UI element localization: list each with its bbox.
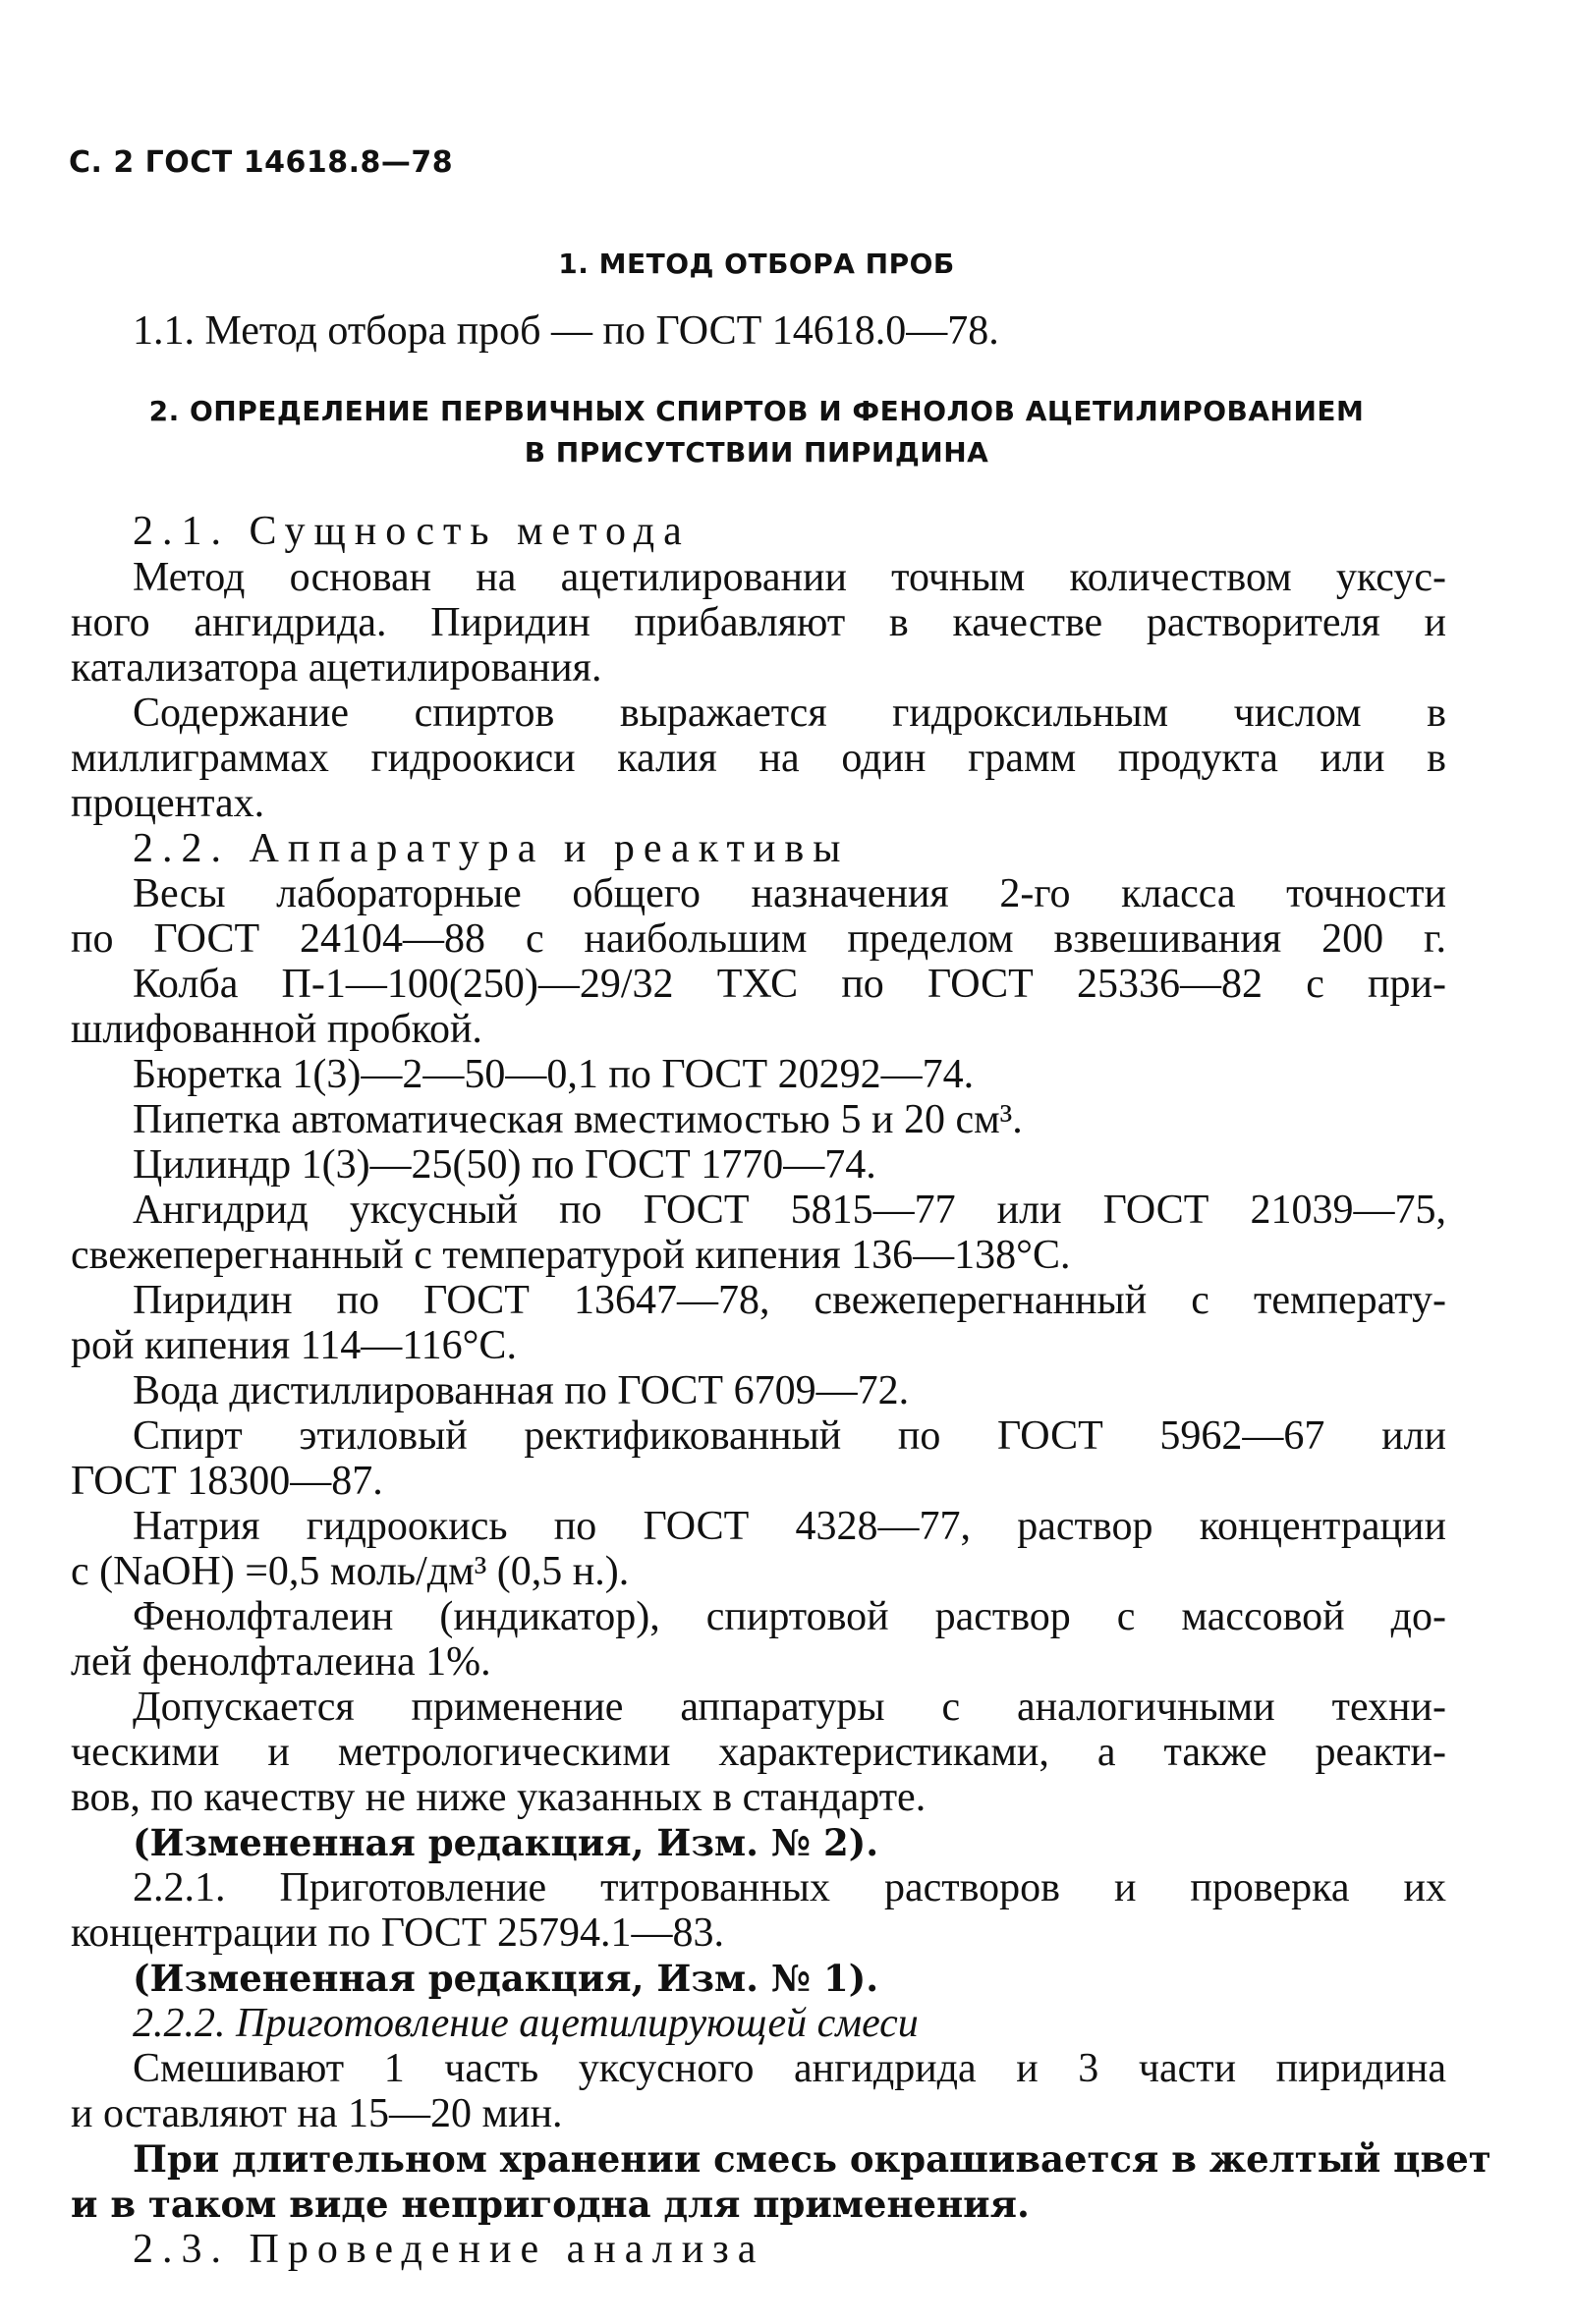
paragraph-line: шлифованной пробкой. [71, 1007, 482, 1052]
page-header: С. 2 ГОСТ 14618.8—78 [69, 145, 454, 180]
paragraph-line-bold: и в таком виде непригодна для применения. [71, 2183, 1030, 2226]
amendment-note: (Измененная редакция, Изм. № 1). [133, 1957, 879, 2000]
paragraph-line: Весы лабораторные общего назначения 2-го класса точности [133, 871, 1446, 916]
paragraph-line: Спирт этиловый ректификованный по ГОСТ 5962—67 или [133, 1413, 1446, 1459]
subsection-title: 2.1. Сущность метода [133, 509, 691, 554]
paragraph-line: Пиридин по ГОСТ 13647—78, свежеперегнанный с температу- [133, 1278, 1446, 1323]
paragraph-line: ГОСТ 18300—87. [71, 1459, 383, 1504]
paragraph-line: вов, по качеству не ниже указанных в стандарте. [71, 1775, 927, 1820]
paragraph-line: Колба П-1—100(250)—29/32 ТХС по ГОСТ 25336—82 с при- [133, 962, 1446, 1007]
paragraph-line: Фенолфталеин (индикатор), спиртовой раствор с массовой до- [133, 1594, 1446, 1639]
paragraph-line: концентрации по ГОСТ 25794.1—83. [71, 1910, 725, 1956]
subsection-title: 2.2.2. Приготовление ацетилирующей смеси [133, 2001, 919, 2046]
paragraph-line: миллиграммах гидроокиси калия на один грамм продукта или в [71, 736, 1446, 781]
section-2-heading-line-1: 2. ОПРЕДЕЛЕНИЕ ПЕРВИЧНЫХ СПИРТОВ И ФЕНОЛОВ АЦЕТИЛИРОВАНИЕМ [148, 395, 1365, 427]
paragraph-line: Ангидрид уксусный по ГОСТ 5815—77 или ГОСТ 21039—75, [133, 1188, 1446, 1233]
paragraph-line: c (NaOH) =0,5 моль/дм³ (0,5 н.). [71, 1549, 630, 1594]
paragraph-line: по ГОСТ 24104—88 с наибольшим пределом взвешивания 200 г. [71, 916, 1446, 962]
paragraph-line: Вода дистиллированная по ГОСТ 6709—72. [133, 1368, 910, 1413]
subsection-title: 2.3. Проведение анализа [133, 2227, 765, 2272]
paragraph-line: Допускается применение аппаратуры с аналогичными техни- [133, 1685, 1446, 1730]
paragraph-line: ческими и метрологическими характеристиками, а также реакти- [71, 1730, 1446, 1775]
section-1-heading: 1. МЕТОД ОТБОРА ПРОБ [558, 248, 955, 280]
paragraph-line: лей фенолфталеина 1%. [71, 1639, 491, 1685]
paragraph-line: Содержание спиртов выражается гидроксильным числом в [133, 691, 1446, 736]
paragraph-line: 1.1. Метод отбора проб — по ГОСТ 14618.0—78. [133, 308, 999, 354]
paragraph-line: Метод основан на ацетилировании точным количеством уксус- [133, 555, 1446, 600]
paragraph-line: Смешивают 1 часть уксусного ангидрида и 3 части пиридина [133, 2046, 1446, 2091]
paragraph-line: Пипетка автоматическая вместимостью 5 и 20 см³. [133, 1097, 1023, 1142]
paragraph-line: процентах. [71, 781, 265, 826]
subsection-title: 2.2. Аппаратура и реактивы [133, 826, 850, 871]
paragraph-line: Натрия гидроокись по ГОСТ 4328—77, раствор концентрации [133, 1504, 1446, 1549]
paragraph-line: катализатора ацетилирования. [71, 645, 602, 691]
paragraph-line: Бюретка 1(3)—2—50—0,1 по ГОСТ 20292—74. [133, 1052, 975, 1097]
paragraph-line: Цилиндр 1(3)—25(50) по ГОСТ 1770—74. [133, 1142, 876, 1188]
amendment-note: (Измененная редакция, Изм. № 2). [133, 1821, 879, 1864]
paragraph-line: ного ангидрида. Пиридин прибавляют в качестве растворителя и [71, 600, 1446, 645]
paragraph-line-bold: При длительном хранении смесь окрашивается в желтый цвет [133, 2137, 1491, 2181]
paragraph-line: рой кипения 114—116°С. [71, 1323, 517, 1368]
paragraph-line: и оставляют на 15—20 мин. [71, 2091, 563, 2136]
section-2-heading-line-2: В ПРИСУТСТВИИ ПИРИДИНА [524, 436, 989, 469]
paragraph-line: 2.2.1. Приготовление титрованных растворов и проверка их [133, 1865, 1446, 1910]
paragraph-line: свежеперегнанный с температурой кипения 136—138°С. [71, 1233, 1071, 1278]
